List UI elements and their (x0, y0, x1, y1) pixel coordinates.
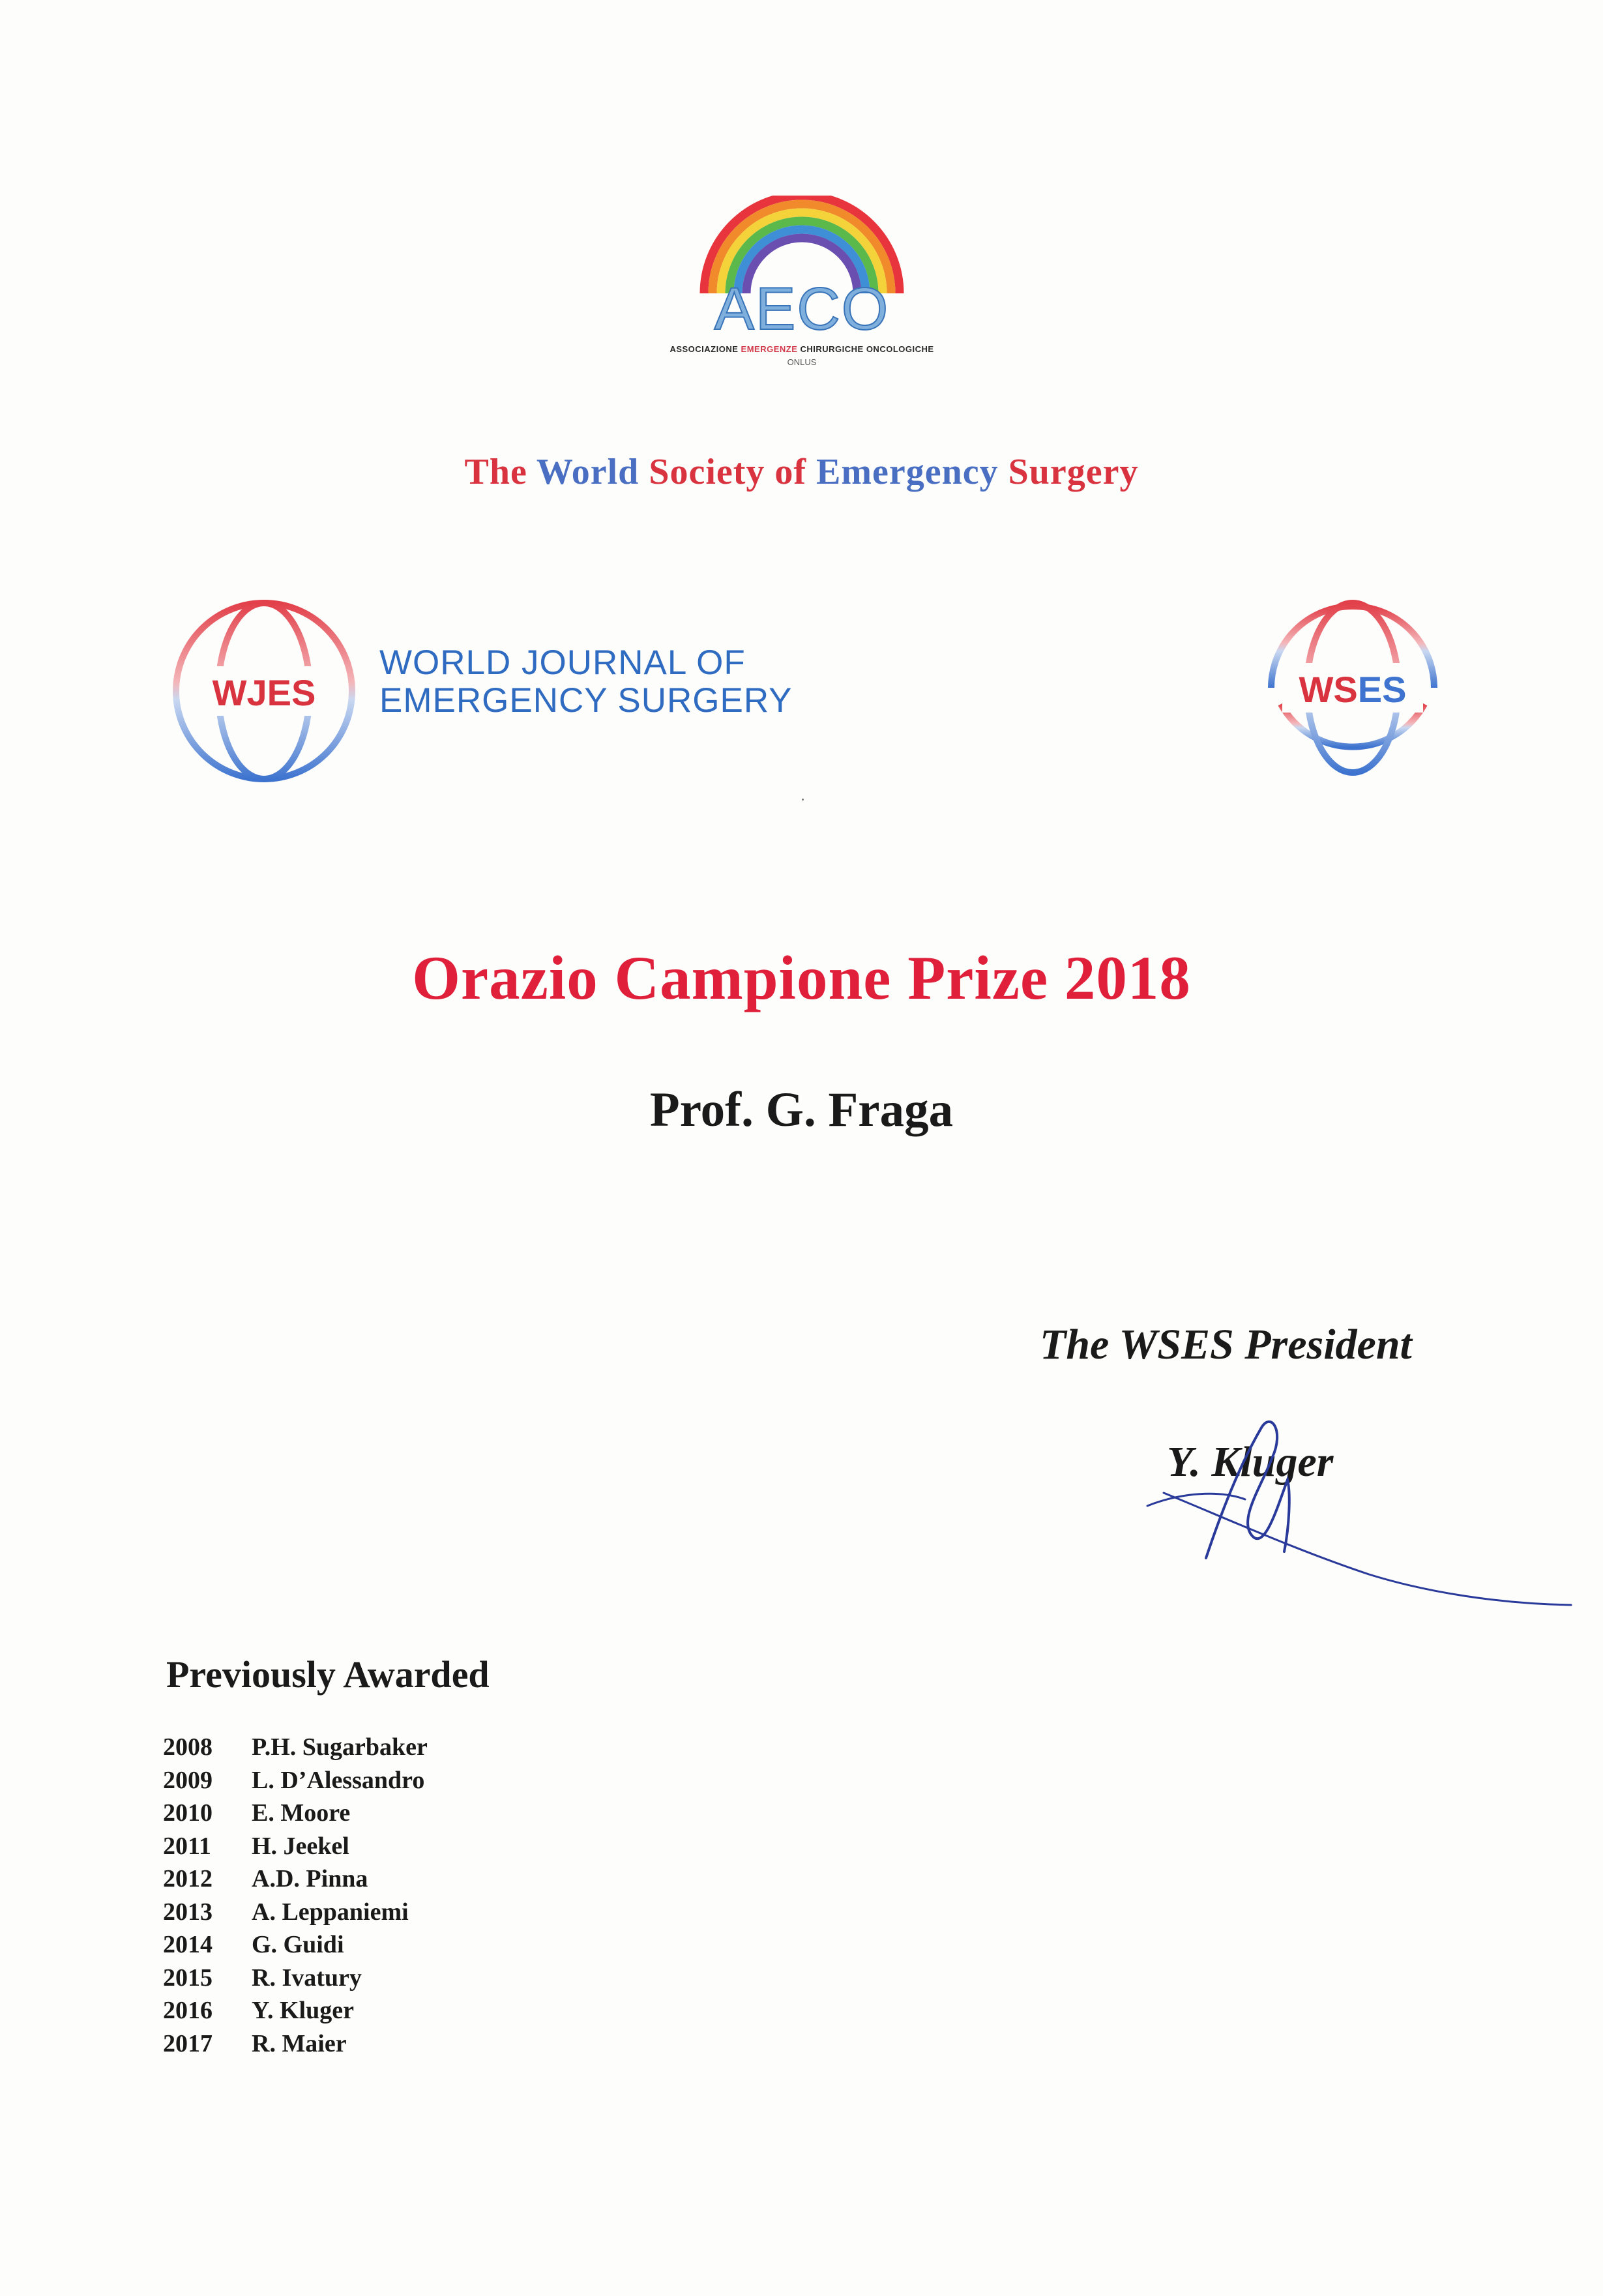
previously-awarded-list (163, 1731, 428, 2060)
award-entry (163, 1994, 428, 2027)
president-title: The WSES President (1040, 1321, 1412, 1368)
award-year: 2013 (163, 1898, 213, 1926)
award-recipient: A. Leppaniemi (252, 1898, 409, 1926)
wjes-globe-logo (166, 593, 362, 789)
award-year: 2009 (163, 1766, 213, 1794)
award-year: 2010 (163, 1799, 213, 1827)
award-entry (163, 1830, 428, 1863)
wses-globe-logo (1255, 590, 1450, 786)
award-recipient: P.H. Sugarbaker (252, 1733, 428, 1761)
previously-awarded-heading: Previously Awarded (166, 1653, 490, 1696)
award-entry (163, 1797, 428, 1830)
award-recipient: Y. Kluger (252, 1997, 354, 2024)
award-year: 2016 (163, 1997, 213, 2024)
award-recipient: E. Moore (252, 1799, 351, 1827)
award-year: 2008 (163, 1733, 213, 1761)
wjes-name-line-1: WORLD JOURNAL OF (379, 643, 746, 682)
award-recipient: G. Guidi (252, 1931, 344, 1958)
award-year: 2017 (163, 2029, 213, 2057)
award-year: 2011 (163, 1832, 211, 1860)
award-entry (163, 1731, 428, 1764)
award-year: 2015 (163, 1964, 213, 1992)
award-recipient: A.D. Pinna (252, 1865, 368, 1892)
award-entry (163, 1962, 428, 1995)
wses-badge: WSES (1299, 669, 1407, 710)
wjes-badge: WJES (212, 672, 316, 713)
aeco-logo-text: AECO (714, 276, 890, 342)
award-entry (163, 1896, 428, 1929)
award-year: 2014 (163, 1931, 213, 1958)
prize-recipient: Prof. G. Fraga (649, 1083, 954, 1137)
award-year: 2012 (163, 1865, 213, 1892)
president-signature (1121, 1395, 1578, 1610)
aeco-caption: ASSOCIAZIONE EMERGENZE CHIRURGICHE ONCOLOGICHE (669, 344, 934, 354)
award-recipient: R. Maier (252, 2029, 347, 2057)
award-entry (163, 1862, 428, 1896)
wjes-journal-name (379, 644, 793, 720)
wjes-name-line-2: EMERGENCY SURGERY (379, 681, 793, 720)
prize-title: Orazio Campione Prize 2018 (412, 943, 1191, 1012)
president-name: Y. Kluger (1167, 1438, 1334, 1486)
award-recipient: L. D’Alessandro (252, 1766, 425, 1794)
decorative-dot (802, 799, 804, 801)
award-entry (163, 1764, 428, 1797)
award-recipient: R. Ivatury (252, 1964, 362, 1992)
award-recipient: H. Jeekel (252, 1832, 349, 1860)
award-entry (163, 2027, 428, 2061)
aeco-onlus: ONLUS (787, 357, 817, 367)
award-entry (163, 1928, 428, 1962)
society-title: The World Society of Emergency Surgery (464, 452, 1139, 492)
